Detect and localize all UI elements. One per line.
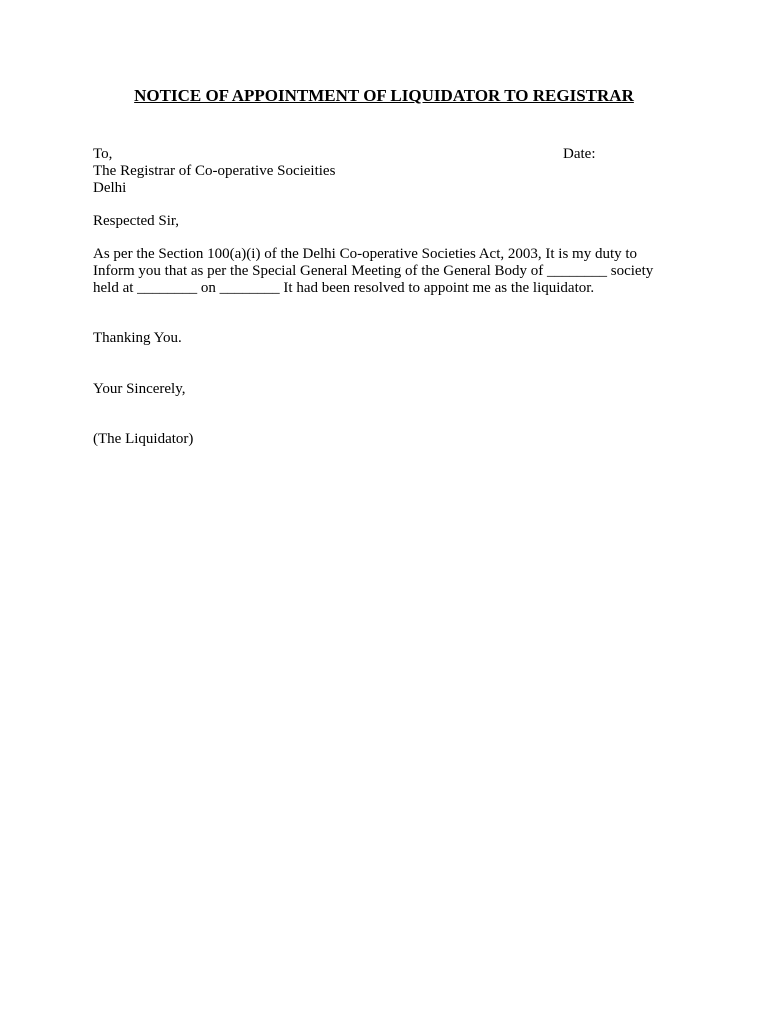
recipient-line-2: Delhi (93, 180, 127, 196)
thanks-line: Thanking You. (93, 330, 182, 346)
body-line-3: held at ________ on ________ It had been resolved to appoint me as the liquidator. (93, 280, 595, 296)
document-title: NOTICE OF APPOINTMENT OF LIQUIDATOR TO REGISTRAR (134, 86, 634, 105)
salutation: Respected Sir, (93, 213, 180, 229)
recipient-line-1: The Registrar of Co-operative Socieities (93, 163, 336, 179)
body-line-2: Inform you that as per the Special General Meeting of the General Body of ________ society (93, 263, 654, 279)
date-label: Date: (563, 146, 596, 162)
to-label: To, (93, 146, 113, 162)
closing-line: Your Sincerely, (93, 381, 186, 397)
body-line-1: As per the Section 100(a)(i) of the Delhi Co-operative Societies Act, 2003, It is my duty to (93, 246, 638, 262)
body-paragraph (93, 246, 675, 297)
signature-line: (The Liquidator) (93, 431, 194, 447)
